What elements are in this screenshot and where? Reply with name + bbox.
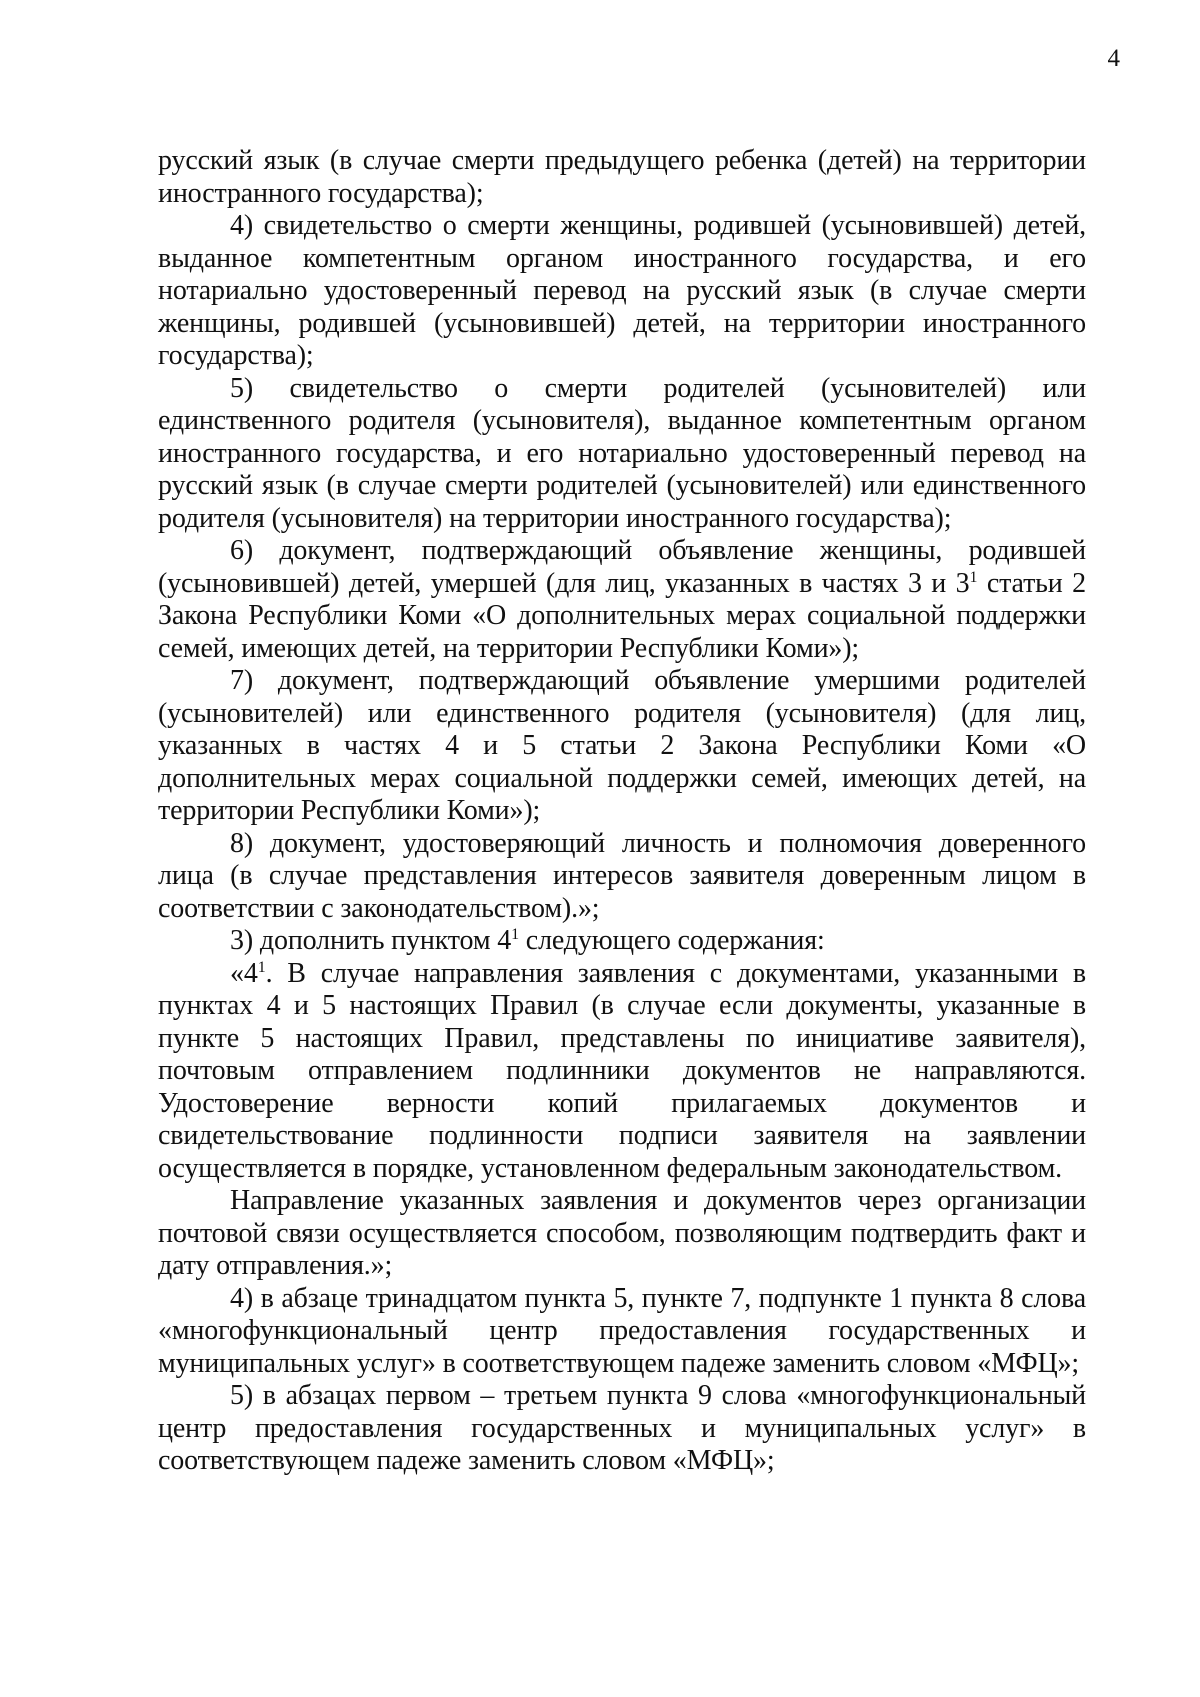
paragraph-clause-4-1-text-b: . В случае направления заявления с документами, указанными в пунктах 4 и 5 настоящих Правил (в случае если документы, указанные в пункте 5 настоящих Правил, представлены по инициативе заявителя), почтовым отправлением подлинники документов не направляются. Удостоверение верности копий прилагаемых документов и свидетельствование подлинности подписи заявителя на заявлении осуществляется в порядке, установленном федеральным законодательством. (158, 957, 1086, 1184)
paragraph-clause-4-1 (158, 958, 1086, 1186)
paragraph-postal-delivery: Направление указанных заявления и документов через организации почтовой связи осуществляется способом, позволяющим подтвердить факт и дату отправления.»; (158, 1185, 1086, 1281)
paragraph-item-8: 8) документ, удостоверяющий личность и полномочия доверенного лица (в случае представления интересов заявителя доверенным лицом в соответствии с законодательством).»; (158, 827, 1086, 924)
superscript: 1 (511, 926, 519, 943)
paragraph-amendment-3 (158, 925, 1086, 958)
paragraph-item-6 (158, 535, 1086, 665)
paragraph-continuation: русский язык (в случае смерти предыдущего ребенка (детей) на территории иностранного государства); (158, 145, 1086, 209)
document-body (158, 145, 1086, 1478)
paragraph-amendment-3-text-a: 3) дополнить пунктом 4 (230, 925, 512, 956)
paragraph-item-6-text-a: 6) документ, подтверждающий объявление женщины, родившей (усыновившей) детей, умершей (для лиц, указанных в частях 3 и 3 (158, 535, 1086, 599)
page-number: 4 (1107, 45, 1120, 72)
paragraph-amendment-5: 5) в абзацах первом – третьем пункта 9 слова «многофункциональный центр предоставления государственных и муниципальных услуг» в соответствующем падеже заменить словом «МФЦ»; (158, 1380, 1086, 1476)
superscript: 1 (257, 958, 266, 976)
paragraph-clause-4-1-text-a: «4 (230, 957, 258, 989)
paragraph-item-7: 7) документ, подтверждающий объявление умершими родителей (усыновителей) или единственного родителя (усыновителя) (для лиц, указанных в частях 4 и 5 статьи 2 Закона Республики Коми «О дополнительных мерах социальной поддержки семей, имеющих детей, на территории Республики Коми»); (158, 665, 1086, 826)
paragraph-amendment-4: 4) в абзаце тринадцатом пункта 5, пункте 7, подпункте 1 пункта 8 слова «многофункциональный центр предоставления государственных и муниципальных услуг» в соответствующем падеже заменить словом «МФЦ»; (158, 1282, 1086, 1379)
paragraph-amendment-3-text-b: следующего содержания: (518, 925, 825, 956)
paragraph-item-6-text-b: статьи 2 Закона Республики Коми «О дополнительных мерах социальной поддержки семей, имеющих детей, на территории Республики Коми»); (158, 567, 1086, 664)
superscript: 1 (969, 568, 978, 586)
paragraph-item-5: 5) свидетельство о смерти родителей (усыновителей) или единственного родителя (усыновителя), выданное компетентным органом иностранного государства, и его нотариально удостоверенный перевод на русский язык (в случае смерти родителей (усыновителей) или единственного родителя (усыновителя) на территории иностранного государства); (158, 372, 1086, 534)
paragraph-item-4: 4) свидетельство о смерти женщины, родившей (усыновившей) детей, выданное компетентным органом иностранного государства, и его нотариально удостоверенный перевод на русский язык (в случае смерти женщины, родившей (усыновившей) детей, на территории иностранного государства); (158, 210, 1086, 371)
